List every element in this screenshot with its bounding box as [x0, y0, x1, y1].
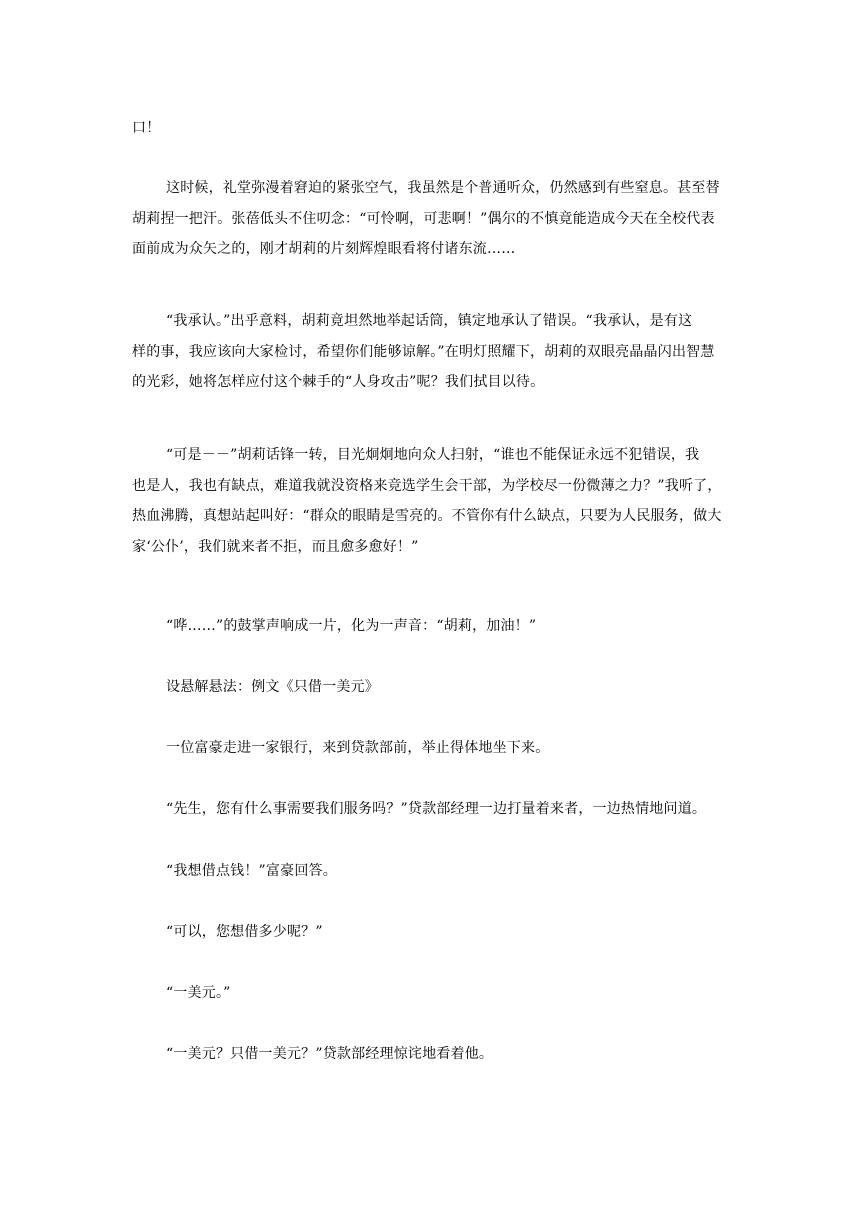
text-line: 热血沸腾，真想站起叫好：“群众的眼睛是雪亮的。不管你有什么缺点，只要为人民服务，做大: [132, 508, 722, 524]
text-line: “我想借点钱！”富豪回答。: [166, 863, 337, 879]
text-line: “可以，您想借多少呢？”: [166, 924, 323, 940]
text-line: “一美元。”: [166, 985, 231, 1001]
text-line: “我承认。”出乎意料，胡莉竟坦然地举起话筒，镇定地承认了错误。“我承认，是有这: [166, 313, 693, 329]
text-line: 的光彩，她将怎样应付这个棘手的“人身攻击”呢？我们拭目以待。: [132, 374, 545, 390]
text-line: 这时候，礼堂弥漫着窘迫的紧张空气，我虽然是个普通听众，仍然感到有些窒息。甚至替: [166, 180, 720, 196]
text-line: 也是人，我也有缺点，难道我就没资格来竞选学生会干部，为学校尽一份微薄之力？”我听了，: [132, 477, 722, 494]
text-line: 一位富豪走进一家银行，来到贷款部前，举止得体地坐下来。: [166, 740, 550, 756]
text-line: 面前成为众矢之的，刚才胡莉的片刻辉煌眼看将付诸东流……: [132, 241, 516, 257]
text-line: “哗……”的鼓掌声响成一片，化为一声音：“胡莉，加油！”: [166, 618, 537, 634]
section-heading: [132, 672, 732, 703]
text-line: 胡莉捏一把汗。张蓓低头不住叨念：“可怜啊，可悲啊！”偶尔的不慎竟能造成今天在全校代表: [132, 210, 715, 227]
text-line: “可是－－”胡莉话锋一转，目光炯炯地向众人扫射，“谁也不能保证永远不犯错误，我: [166, 447, 700, 463]
paragraph: [132, 794, 732, 825]
paragraph: [132, 917, 732, 948]
text-line: 样的事，我应该向大家检讨，希望你们能够谅解。”在明灯照耀下，胡莉的双眼亮晶晶闪出智慧: [132, 343, 715, 360]
paragraph: [132, 306, 732, 398]
text-line: 设悬解悬法：例文《只借一美元》: [166, 679, 379, 695]
text-line: “一美元？只借一美元？”贷款部经理惊诧地看着他。: [166, 1046, 494, 1062]
paragraph: [132, 733, 732, 764]
text-line: 家‘公仆’，我们就来者不拒，而且愈多愈好！”: [132, 538, 419, 555]
paragraph: [132, 1039, 732, 1070]
paragraph: [132, 440, 732, 562]
paragraph: [132, 978, 732, 1009]
paragraph: [132, 173, 732, 265]
text-line: “先生，您有什么事需要我们服务吗？”贷款部经理一边打量着来者，一边热情地问道。: [166, 801, 707, 817]
paragraph: [132, 611, 732, 642]
paragraph-continuation: [132, 113, 732, 144]
paragraph: [132, 856, 732, 887]
text-line: 口！: [132, 120, 161, 136]
